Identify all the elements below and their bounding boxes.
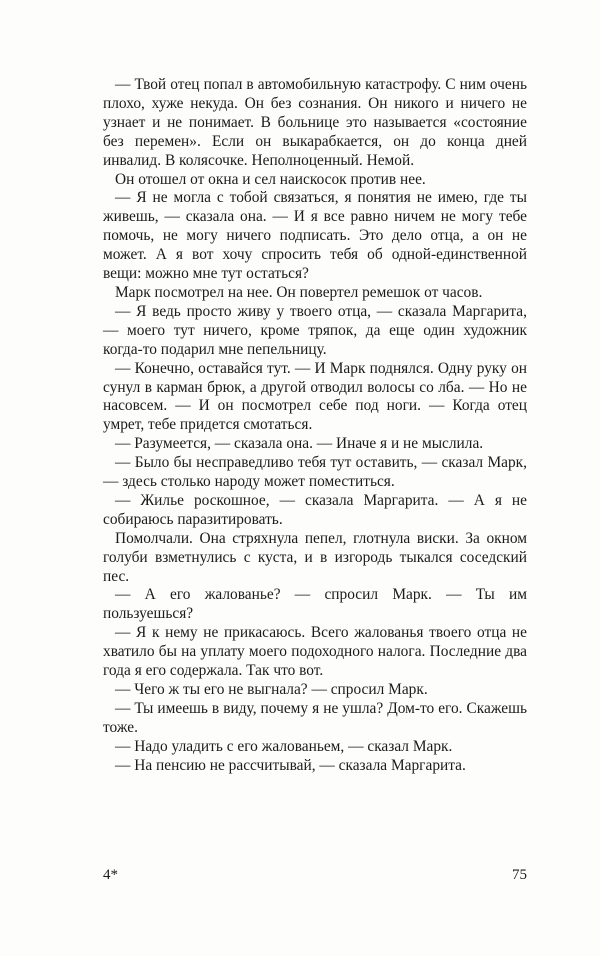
paragraph: — Я не могла с тобой связаться, я понятия не имею, где ты живешь, — сказала она. — И я все равно ничем не могу тебе помочь, не могу ничего подписать. Это дело отца, а он не может. А я вот хочу спросить тебя об одной-единственной вещи: можно мне тут остаться? [103, 189, 527, 283]
paragraph: — Я к нему не прикасаюсь. Всего жалованья твоего отца не хватило бы на уплату моего подоходного налога. Последние два года я его содержала. Так что вот. [103, 624, 527, 680]
paragraph: — Конечно, оставайся тут. — И Марк поднялся. Одну руку он сунул в карман брюк, а другой отводил волосы со лба. — Но не насовсем. — И он посмотрел себе под ноги. — Когда отец умрет, тебе придется смотаться. [103, 359, 527, 434]
paragraph: — Было бы несправедливо тебя тут оставить, — сказал Марк, — здесь столько народу может поместиться. [103, 454, 527, 491]
paragraph: Помолчали. Она стряхнула пепел, глотнула виски. За окном голуби взметнулись с куста, и в изгородь тыкался соседский пес. [103, 529, 527, 585]
signature-mark: 4* [103, 867, 118, 883]
paragraph: — Разумеется, — сказала она. — Иначе я и не мыслила. [115, 435, 484, 453]
paragraph: — Чего ж ты его не выгнала? — спросил Марк. [115, 681, 428, 698]
paragraph: — Надо уладить с его жалованьем, — сказал Марк. [115, 737, 453, 755]
paragraph: — На пенсию не рассчитывай, — сказала Маргарита. [115, 756, 466, 774]
paragraph: — Я ведь просто живу у твоего отца, — сказала Маргарита, — моего тут ничего, кроме тряпок, да еще один художник когда-то подарил мне пепельницу. [103, 302, 527, 358]
paragraph: — Твой отец попал в автомобильную катастрофу. С ним очень плохо, хуже некуда. Он без сознания. Он никого и ничего не узнает и не понимает. В больнице это называется «состояние без перемен». Если он выкарабкается, он до конца дней инвалид. В колясочке. Неполноценный. Немой. [103, 76, 527, 169]
paragraph: Марк посмотрел на нее. Он повертел ремешок от часов. [115, 283, 483, 301]
page-number: 75 [512, 867, 527, 883]
paragraph: — А его жалованье? — спросил Марк. — Ты им пользуешься? [103, 586, 527, 623]
paragraph: — Жилье роскошное, — сказала Маргарита. — А я не собираюсь паразитировать. [103, 491, 527, 528]
body-text [103, 76, 527, 776]
paragraph: Он отошел от окна и сел наискосок против нее. [115, 170, 426, 188]
paragraph: — Ты имеешь в виду, почему я не ушла? Дом-то его. Скажешь тоже. [103, 699, 527, 736]
